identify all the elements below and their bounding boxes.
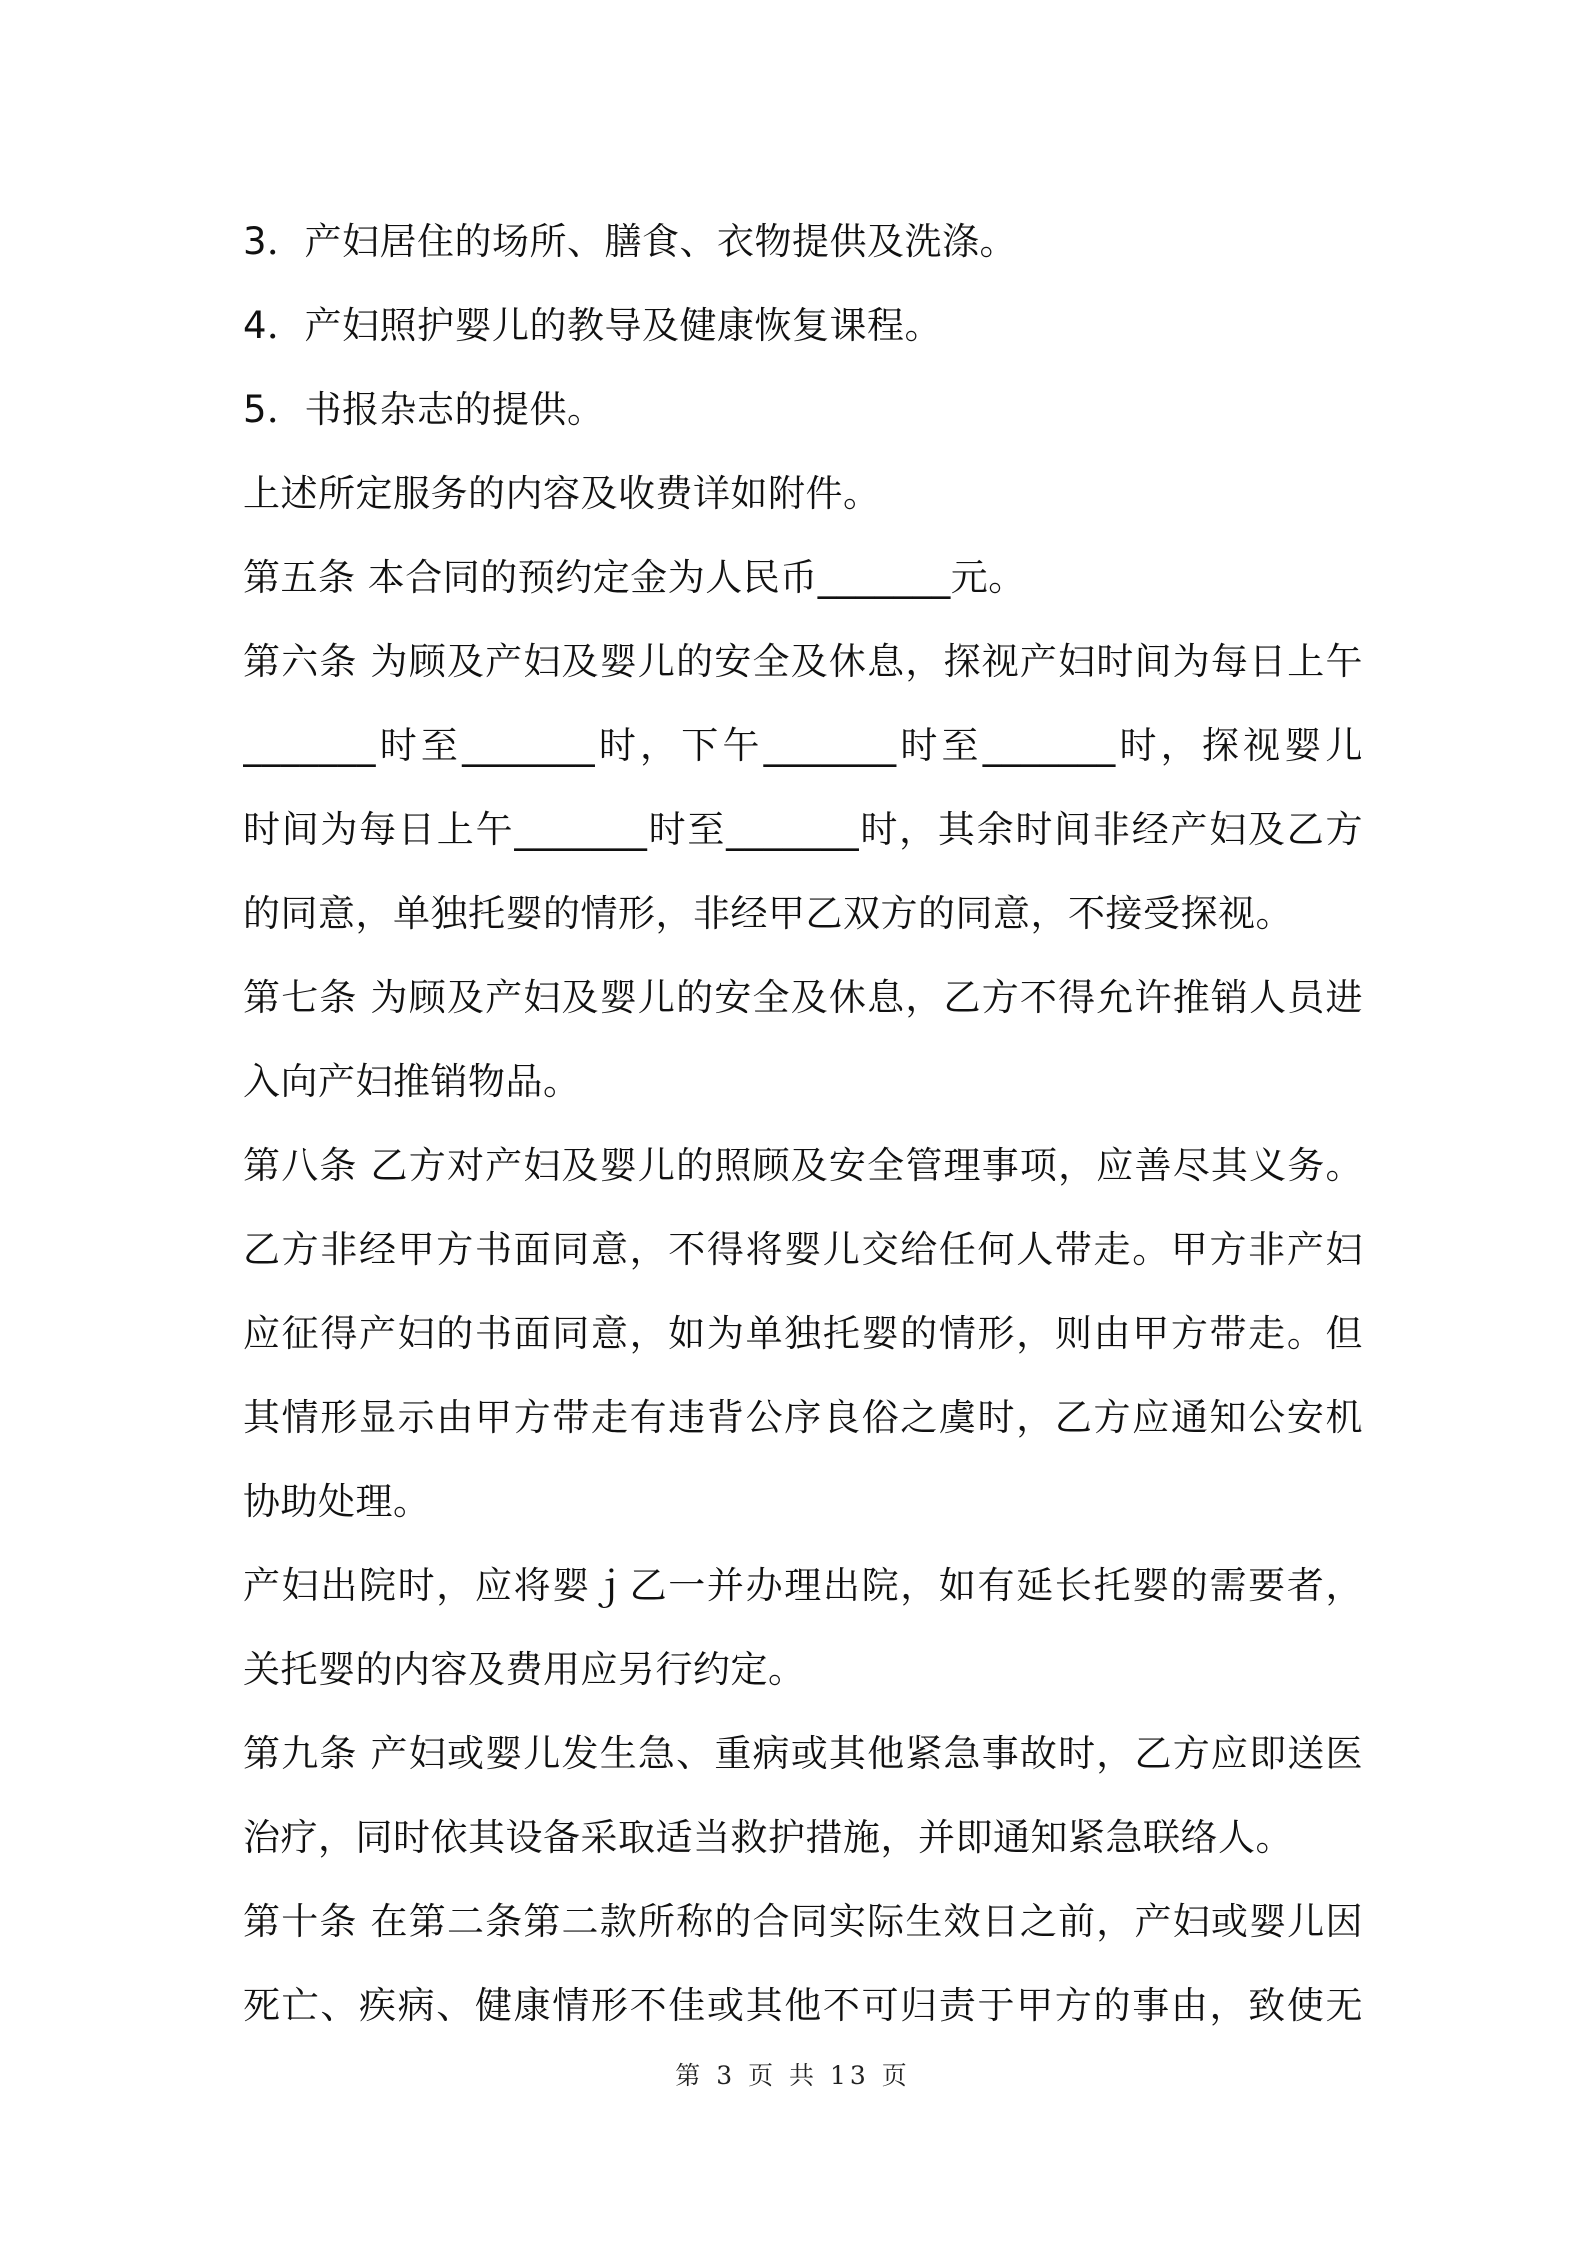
text-line: 其情形显示由甲方带走有违背公序良俗之虞时，乙方应通知公安机: [243, 1396, 1363, 1439]
text-line: 的同意，单独托婴的情形，非经甲乙双方的同意，不接受探视。: [243, 892, 1293, 935]
text-line: 5．书报杂志的提供。: [243, 388, 605, 431]
text-line: 第六条 为顾及产妇及婴儿的安全及休息，探视产妇时间为每日上午: [243, 640, 1363, 683]
text-line: 治疗，同时依其设备采取适当救护措施，并即通知紧急联络人。: [243, 1816, 1293, 1859]
text-line: 3．产妇居住的场所、膳食、衣物提供及洗涤。: [243, 220, 1018, 263]
text-line: 乙方非经甲方书面同意，不得将婴儿交给任何人带走。甲方非产妇: [243, 1228, 1363, 1271]
text-line: 入向产妇推销物品。: [243, 1060, 581, 1103]
text-line: 第七条 为顾及产妇及婴儿的安全及休息，乙方不得允许推销人员进: [243, 976, 1363, 1019]
text-line: 第九条 产妇或婴儿发生急、重病或其他紧急事故时，乙方应即送医: [243, 1732, 1363, 1775]
text-line: 4．产妇照护婴儿的教导及健康恢复课程。: [243, 304, 943, 347]
text-line: 协助处理。: [243, 1480, 431, 1523]
text-line: 第十条 在第二条第二款所称的合同实际生效日之前，产妇或婴儿因: [243, 1900, 1363, 1943]
text-line: 第五条 本合同的预约定金为人民币_______元。: [243, 556, 1026, 599]
text-line: 时间为每日上午_______时至_______时，其余时间非经产妇及乙方: [243, 808, 1363, 851]
text-line: 应征得产妇的书面同意，如为单独托婴的情形，则由甲方带走。但: [243, 1312, 1363, 1355]
text-line: 上述所定服务的内容及收费详如附件。: [243, 472, 881, 515]
text-line: 死亡、疾病、健康情形不佳或其他不可归责于甲方的事由，致使无: [243, 1984, 1363, 2027]
document-body: [243, 200, 1363, 2048]
page-number-footer: 第 3 页 共 13 页: [675, 2061, 911, 2090]
text-line: _______时至_______时，下午_______时至_______时，探视婴儿: [243, 724, 1363, 767]
text-line: 关托婴的内容及费用应另行约定。: [243, 1648, 806, 1691]
text-line: 第八条 乙方对产妇及婴儿的照顾及安全管理事项，应善尽其义务。: [243, 1144, 1363, 1187]
text-line: 产妇出院时，应将婴ｊ乙一并办理出院，如有延长托婴的需要者，: [243, 1564, 1363, 1607]
